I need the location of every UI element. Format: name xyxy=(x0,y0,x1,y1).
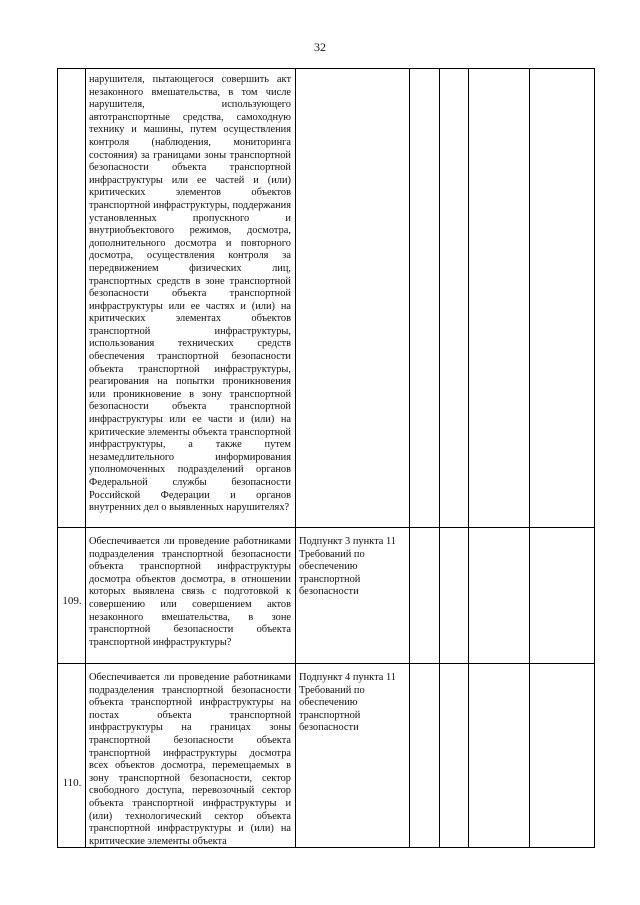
column-divider xyxy=(468,69,469,847)
table-row-question: Обеспечивается ли проведение работниками подразделения транспортной безопасности объекта транспортной инфраструктуры досмотра объектов досмотра, в отношении которых выявлена связь с подготовкой к совершению или совершением актов незаконного вмешательства, в зоне транспортной безопасности объекта транспортной инфраструктуры? xyxy=(89,536,291,648)
table-row-reference xyxy=(299,74,405,114)
checklist-table xyxy=(57,68,595,848)
column-divider xyxy=(439,69,440,847)
column-divider xyxy=(85,69,86,847)
table-row-reference: Подпункт 3 пункта 11 Требований по обеспечению транспортной безопасности xyxy=(299,536,396,596)
table-row-number: 110. xyxy=(62,777,82,789)
row-divider xyxy=(58,663,594,664)
table-row-reference: Подпункт 4 пункта 11 Требований по обеспечению транспортной безопасности xyxy=(299,672,396,732)
page-number: 32 xyxy=(314,40,326,54)
table-row-question: нарушителя, пытающегося совершить акт незаконного вмешательства, в том числе нарушителя, использующего автотранспортные средства, самоходную технику и машины, путем осуществления контроля (наблюдения, мониторинга состояния) за границами зоны транспортной безопасности объекта транспортной инфраструктуры или ее частей и (или) критических элементов объектов транспортной инфраструктуры, поддержания установленных пропускного и внутриобъектового режимов, досмотра, дополнительного досмотра и повторного досмотра, осуществления контроля за передвижением физических лиц, транспортных средств в зоне транспортной безопасности объекта транспортной инфраструктуры или ее частях и (или) на критических элементах объектов транспортной инфраструктуры, использования технических средств обеспечения транспортной безопасности объекта транспортной инфраструктуры, реагирования на попытки проникновения или проникновение в зону транспортной безопасности объекта транспортной инфраструктуры или ее части и (или) на критические элементы объекта транспортной инфраструктуры, а также путем незамедлительного информирования уполномоченных подразделений органов Федеральной службы безопасности Российской Федерации и органов внутренних дел о выявленных нарушителях? xyxy=(89,74,291,514)
table-row-question: Обеспечивается ли проведение работниками подразделения транспортной безопасности объекта транспортной инфраструктуры на постах объекта транспортной инфраструктуры на границах зоны транспортной безопасности объекта транспортной инфраструктуры досмотра всех объектов досмотра, перемещаемых в зону транспортной безопасности, сектор свободного доступа, перевозочный сектор объекта транспортной инфраструктуры и (или) технологический сектор объекта транспортной инфраструктуры и (или) на критические элементы объекта xyxy=(89,672,291,847)
column-divider xyxy=(409,69,410,847)
column-divider xyxy=(295,69,296,847)
row-divider xyxy=(58,527,594,528)
table-row-number: 109. xyxy=(62,595,82,607)
column-divider xyxy=(529,69,530,847)
